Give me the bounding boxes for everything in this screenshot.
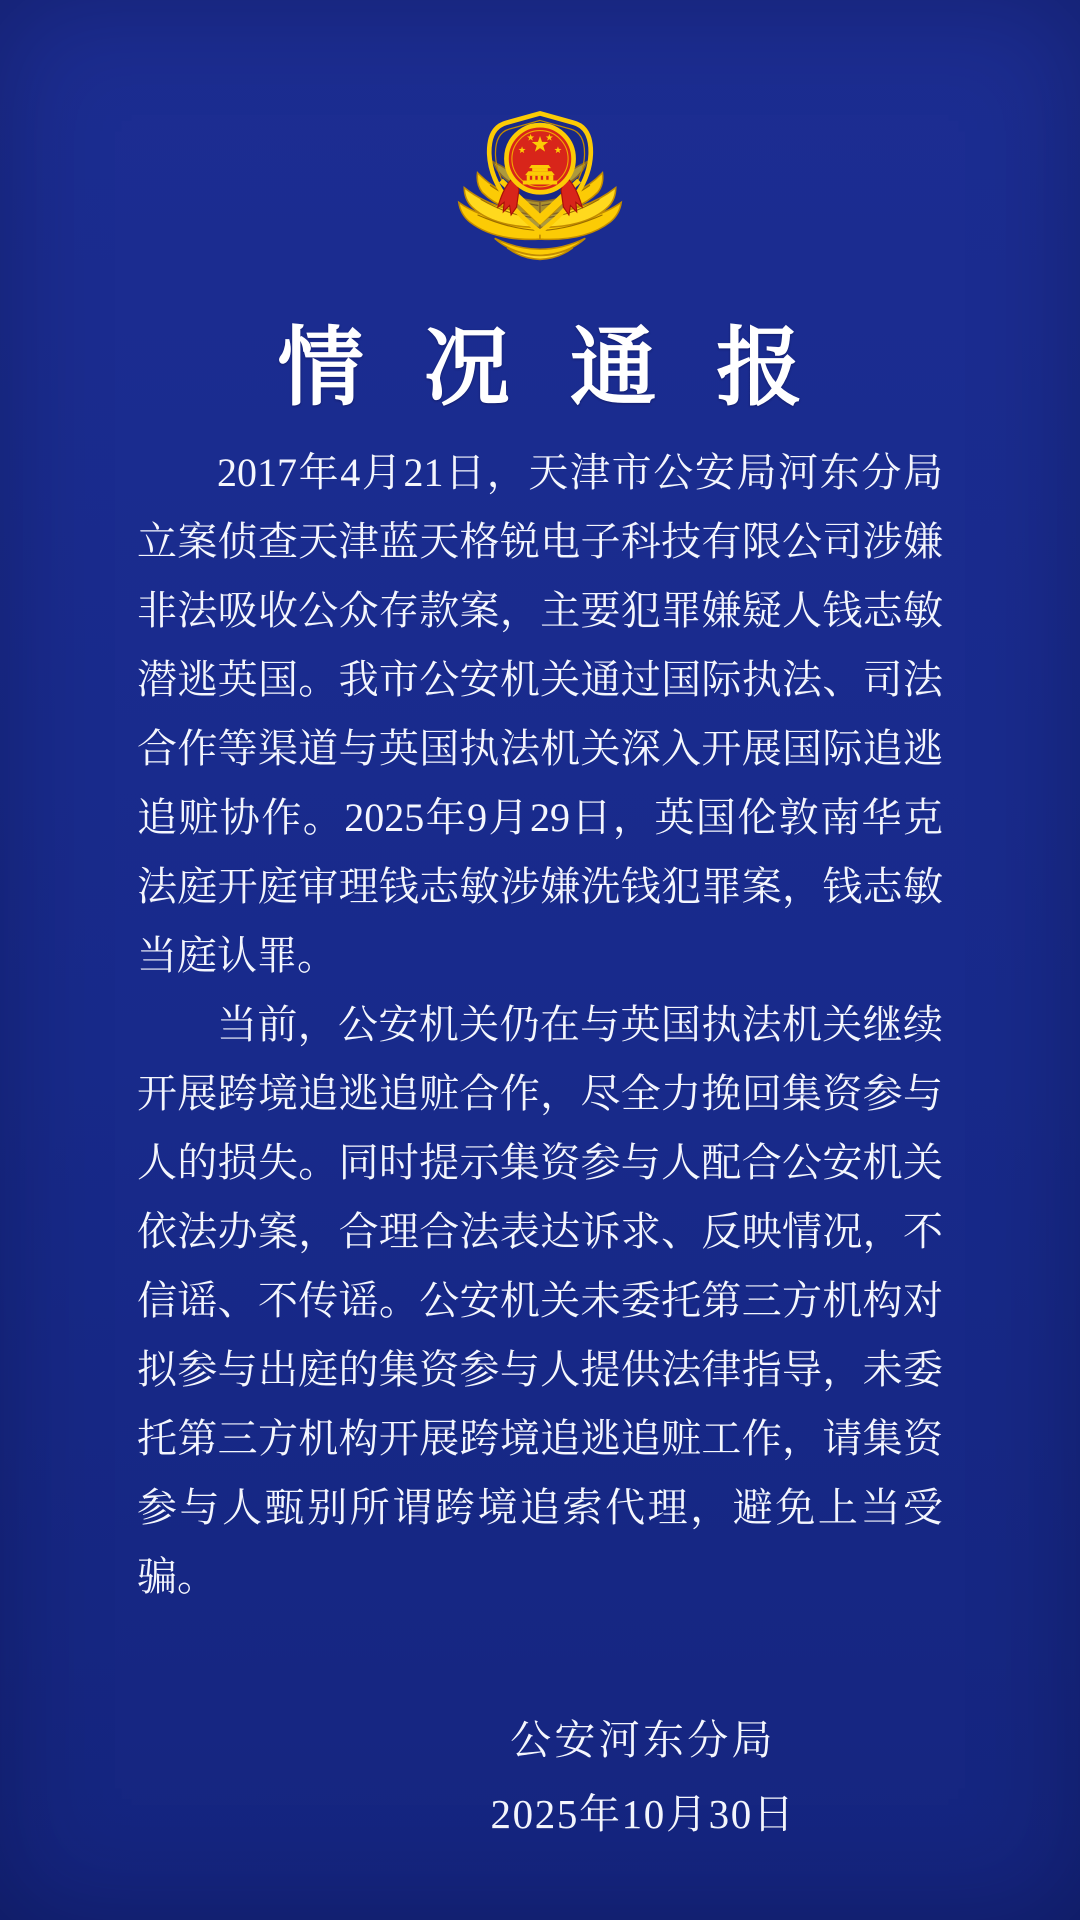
notice-title: 情况通报 <box>277 320 863 416</box>
notice-paragraph: 当前，公安机关仍在与英国执法机关继续开展跨境追逃追赃合作，尽全力挽回集资参与人的损失。同时提示集资参与人配合公安机关依法办案，合理合法表达诉求、反映情况，不信谣、不传谣。公安机关未委托第三方机构对拟参与出庭的集资参与人提供法律指导，未委托第三方机构开展跨境追逃追赃工作，请集资参与人甄别所谓跨境追索代理，避免上当受骗。 <box>137 1002 943 1599</box>
badge-container <box>0 0 1080 268</box>
police-badge-icon <box>454 90 626 268</box>
signature-issuer: 公安河东分局 <box>510 1717 776 1763</box>
signature-block <box>490 1703 795 1851</box>
signature-date: 2025年10月30日 <box>490 1791 796 1837</box>
notice-paragraph: 2017年4月21日，天津市公安局河东分局立案侦查天津蓝天格锐电子科技有限公司涉嫌非法吸收公众存款案，主要犯罪嫌疑人钱志敏潜逃英国。我市公安机关通过国际执法、司法合作等渠道与英国执法机关深入开展国际追逃追赃协作。2025年9月29日，英国伦敦南华克法庭开庭审理钱志敏涉嫌洗钱犯罪案，钱志敏当庭认罪。 <box>137 450 943 978</box>
notice-body <box>137 438 943 1611</box>
